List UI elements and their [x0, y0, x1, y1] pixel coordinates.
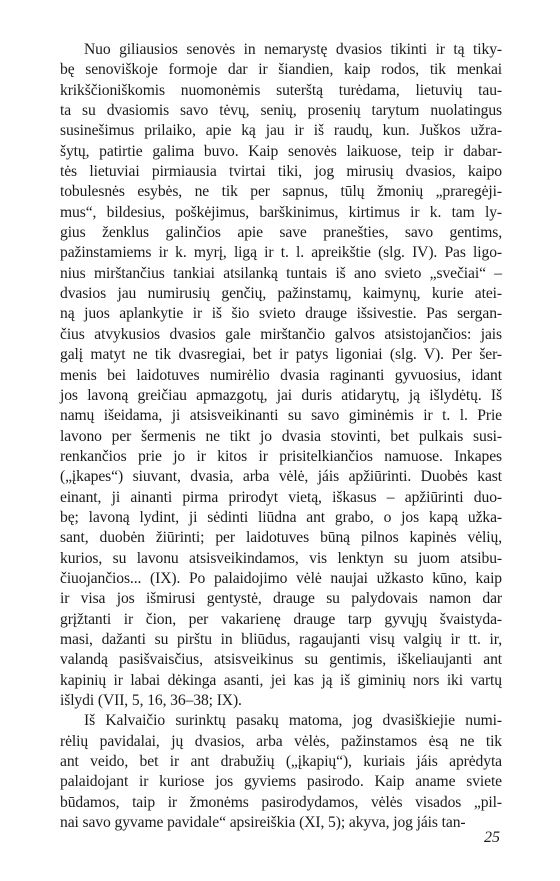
text-line: ant veido, bet ir ant drabužių („įkapių“), kuriais jáis aprėdyta — [60, 753, 502, 771]
text-line: ną juos aplankytie ir iš šio svieto drauge išsivestie. Pas sergan- — [60, 305, 502, 323]
text-line: bę senoviškoje formoje dar ir šiandien, kaip rodos, tik menkai — [60, 61, 502, 79]
text-line: nius mirštančius tankiai atsilanką tuntais iš ano svieto „svečiai“ – — [60, 264, 502, 282]
text-line: susinešimus prilaiko, apie ką jau ir iš raudų, kun. Juškos užra- — [60, 122, 502, 140]
text-line: ta su dvasiomis savo tėvų, senių, prosenių tarytum nuolatingus — [60, 102, 502, 120]
text-line: kurios, su lavonu atsisveikindamos, vis lenktyn su juom atsibu- — [60, 549, 502, 567]
text-line: ir visa jos išmirusi gentystė, drauge su palydovais namon dar — [60, 590, 502, 608]
text-line: masi, dažanti su pirštu in bliūdus, ragaujanti visų valgių ir tt. ir, — [60, 630, 502, 648]
text-line: lavono per šermenis ne tikt jo dvasia stovinti, bet pulkais susi- — [60, 427, 502, 445]
text-line: nai savo gyvame pavidale“ apsireiškia (XI, 5); akyva, jog jáis tan- — [60, 814, 466, 832]
text-line: čiuojančios... (IX). Po palaidojimo vėlė naujai užkasto kūno, kaip — [60, 569, 502, 587]
text-line: čius atvykusios dvasios gale mirštančio galvos atsistojančios: jais — [60, 325, 502, 343]
body-text — [60, 40, 502, 833]
text-line: tobulesnės esybės, ne tik per sapnus, tūlų žmonių „praregėji- — [60, 183, 502, 201]
text-line: einant, ji ainanti pirma prirodyt vietą, iškasus – apžiūrinti duo- — [60, 488, 502, 506]
text-line: renkančios prie jo ir kitos ir prisitelkiančios namuose. Inkapes — [60, 447, 502, 465]
text-line: menis bei laidotuves numirėlio dvasia raginanti gyvuosius, idant — [60, 366, 502, 384]
paragraph — [60, 711, 502, 833]
text-line: („įkapes“) siuvant, dvasia, arba vėlė, jáis apžiūrinti. Duobės kast — [60, 468, 502, 486]
text-line: rėlių pavidalai, jų dvasios, arba vėlės, pažinstamos ėsą ne tik — [60, 732, 502, 750]
page-number: 25 — [484, 829, 500, 846]
text-line: mus“, bildesius, poškėjimus, barškinimus, kirtimus ir k. tam ly- — [60, 203, 502, 221]
text-line: būdamos, taip ir žmonėms pasirodydamos, vėlės visados „pil- — [60, 793, 502, 811]
text-line: namų išeidama, ji atsisveikinanti su savo giminėmis ir t. l. Prie — [60, 407, 502, 425]
text-line: dvasios jau numirusių genčių, pažinstamų, kaimynų, kurie atei- — [60, 285, 502, 303]
text-line: šytų, patirtie galima buvo. Kaip senovės laikuose, teip ir dabar- — [60, 142, 502, 160]
text-line: grįžtanti ir čion, per vakarienę drauge tarp gyvųjų švaistyda- — [60, 610, 502, 628]
text-line: galį matyt ne tik dvasregiai, bet ir patys ligoniai (slg. V). Per šer- — [60, 346, 502, 364]
paragraph — [60, 40, 502, 711]
text-line: krikščioniškomis nuomonėmis suterštą turėdama, lietuvių tau- — [60, 81, 502, 99]
text-line: Nuo giliausios senovės in nemarystę dvasios tikinti ir tą tiky- — [84, 41, 502, 58]
text-line: pažinstamiems ir k. myrį, ligą ir t. l. apreikštie (slg. IV). Pas ligo- — [60, 244, 502, 262]
text-line: palaidojant ir kuriose jos gyviems pasirodo. Kaip aname sviete — [60, 773, 502, 791]
text-line: bę; lavoną lydint, ji sėdinti liūdna ant grabo, o jos kapą užka- — [60, 508, 502, 526]
text-line: gius ženklus galinčios apie save pranešties, savo gentims, — [60, 224, 502, 242]
text-line: valandą pasišvaisčius, atsisveikinus su gentimis, iškeliaujanti ant — [60, 651, 502, 669]
text-line: Iš Kalvaičio surinktų pasakų matoma, jog dvasiškiejie numi- — [84, 712, 502, 730]
text-line: kapinių ir labai dėkinga asanti, jei kas ją iš giminių nors iki vartų — [60, 671, 502, 689]
text-line: išlydi (VII, 5, 16, 36–38; IX). — [60, 692, 242, 709]
text-line: tės lietuviai pirmiausia tvirtai tiki, jog mirusių dvasios, kaipo — [60, 163, 502, 181]
text-line: jos lavoną greičiau apmazgotų, jai duris atidarytų, ją išlydėtų. Iš — [60, 386, 502, 404]
text-line: sant, duobėn žiūrinti; per laidotuves būną pilnos kapinės vėlių, — [60, 529, 502, 547]
